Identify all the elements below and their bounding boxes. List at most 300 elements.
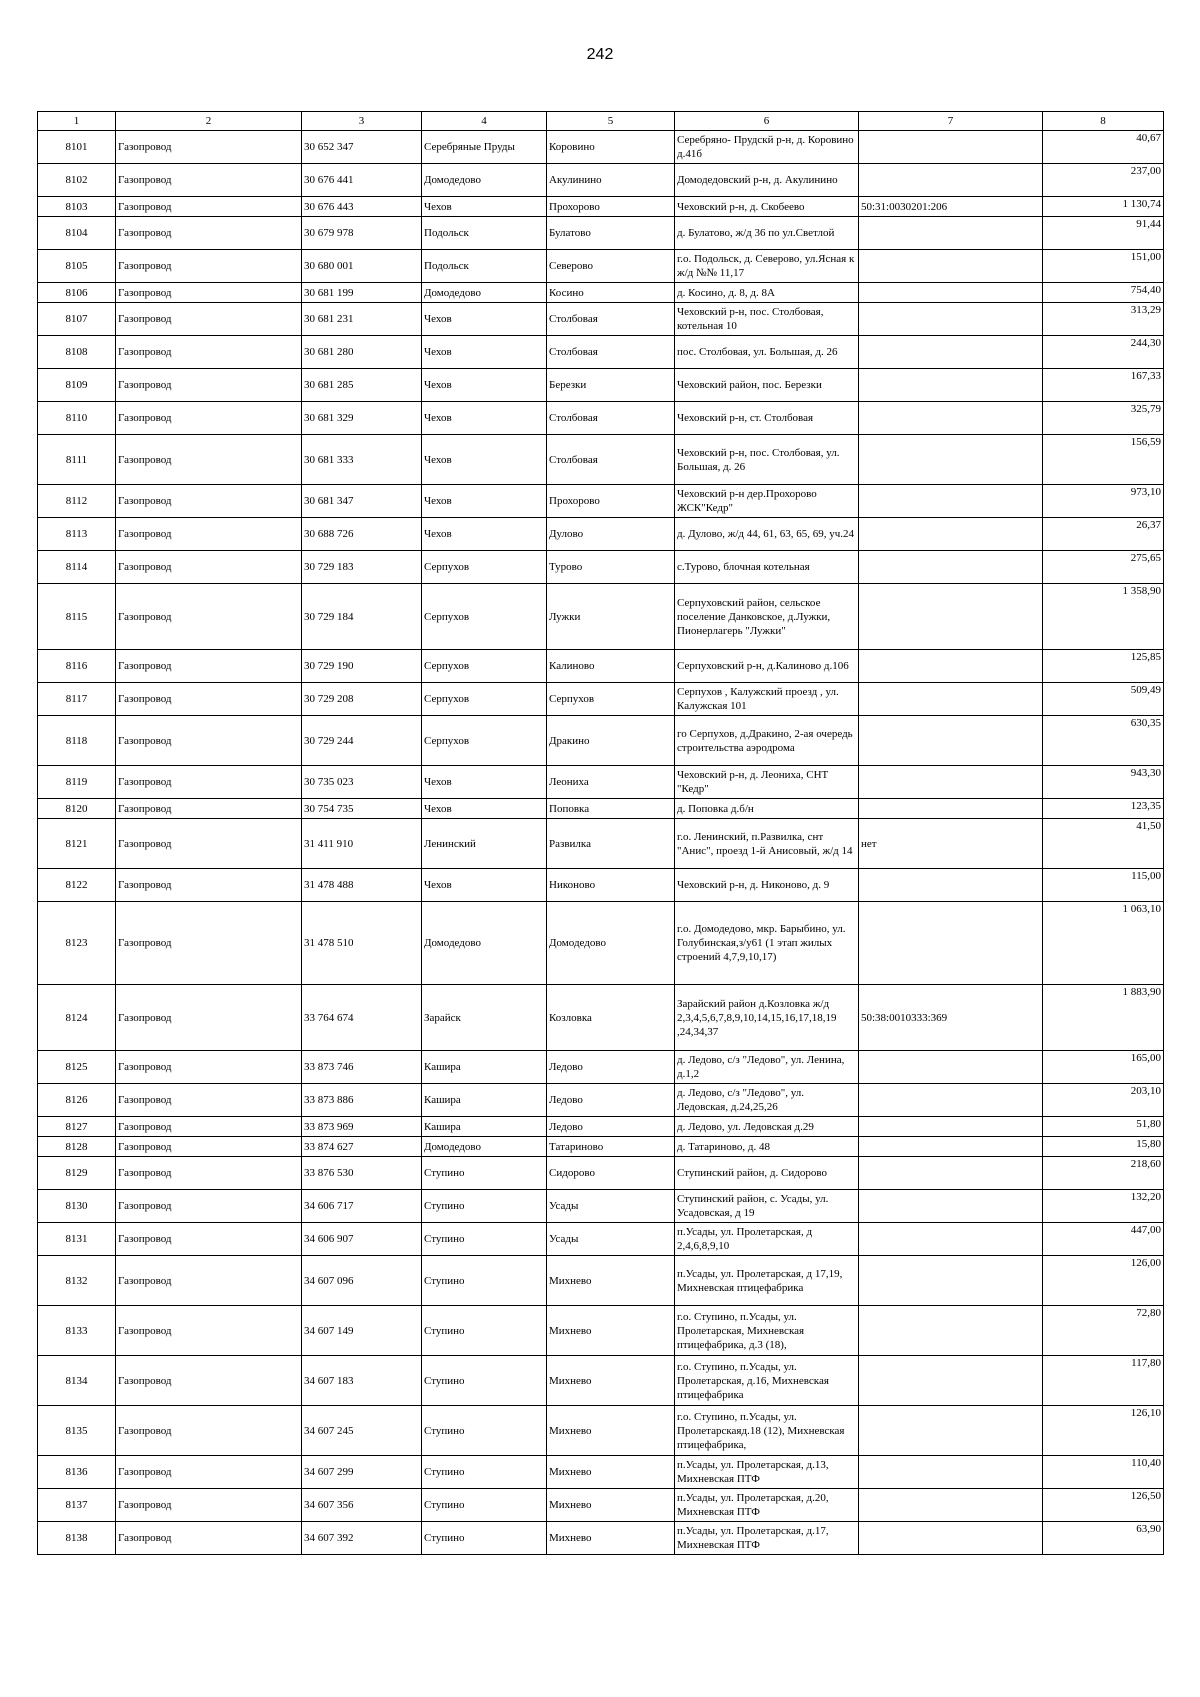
length-cell: 115,00 <box>1043 869 1164 902</box>
district-cell: Домодедово <box>422 1137 547 1157</box>
object-name-cell: Газопровод <box>116 985 302 1051</box>
address-cell: го Серпухов, д.Дракино, 2-ая очередь строительства аэродрома <box>675 716 859 766</box>
address-cell: д. Булатово, ж/д 36 по ул.Светлой <box>675 217 859 250</box>
cadastral-number-cell <box>859 336 1043 369</box>
address-cell: с.Турово, блочная котельная <box>675 551 859 584</box>
cadastral-number-cell <box>859 402 1043 435</box>
object-name-cell: Газопровод <box>116 1190 302 1223</box>
length-cell: 447,00 <box>1043 1223 1164 1256</box>
object-name-cell: Газопровод <box>116 551 302 584</box>
row-number-cell: 8107 <box>38 303 116 336</box>
inventory-number-cell: 34 607 245 <box>302 1406 422 1456</box>
district-cell: Ленинский <box>422 819 547 869</box>
cadastral-number-cell <box>859 551 1043 584</box>
object-name-cell: Газопровод <box>116 485 302 518</box>
cadastral-number-cell <box>859 1256 1043 1306</box>
column-header: 1 <box>38 112 116 131</box>
district-cell: Чехов <box>422 869 547 902</box>
object-name-cell: Газопровод <box>116 1489 302 1522</box>
locality-cell: Развилка <box>547 819 675 869</box>
locality-cell: Северово <box>547 250 675 283</box>
district-cell: Серпухов <box>422 551 547 584</box>
inventory-number-cell: 33 873 886 <box>302 1084 422 1117</box>
locality-cell: Прохорово <box>547 485 675 518</box>
row-number-cell: 8105 <box>38 250 116 283</box>
district-cell: Подольск <box>422 250 547 283</box>
address-cell: Серебряно- Прудскй р-н, д. Коровино д.41б <box>675 131 859 164</box>
locality-cell: Козловка <box>547 985 675 1051</box>
length-cell: 244,30 <box>1043 336 1164 369</box>
district-cell: Серпухов <box>422 716 547 766</box>
district-cell: Чехов <box>422 197 547 217</box>
locality-cell: Михнево <box>547 1406 675 1456</box>
inventory-number-cell: 31 478 488 <box>302 869 422 902</box>
inventory-number-cell: 30 688 726 <box>302 518 422 551</box>
length-cell: 1 358,90 <box>1043 584 1164 650</box>
row-number-cell: 8122 <box>38 869 116 902</box>
cadastral-number-cell <box>859 164 1043 197</box>
length-cell: 51,80 <box>1043 1117 1164 1137</box>
object-name-cell: Газопровод <box>116 164 302 197</box>
inventory-number-cell: 30 729 244 <box>302 716 422 766</box>
locality-cell: Ледово <box>547 1084 675 1117</box>
column-header: 6 <box>675 112 859 131</box>
object-name-cell: Газопровод <box>116 1157 302 1190</box>
length-cell: 203,10 <box>1043 1084 1164 1117</box>
cadastral-number-cell <box>859 217 1043 250</box>
table-row <box>38 650 1164 683</box>
row-number-cell: 8123 <box>38 902 116 985</box>
object-name-cell: Газопровод <box>116 683 302 716</box>
locality-cell: Лужки <box>547 584 675 650</box>
inventory-number-cell: 34 607 149 <box>302 1306 422 1356</box>
cadastral-number-cell <box>859 485 1043 518</box>
address-cell: Ступинский район, д. Сидорово <box>675 1157 859 1190</box>
cadastral-number-cell <box>859 1306 1043 1356</box>
address-cell: п.Усады, ул. Пролетарская, д.17, Михневская ПТФ <box>675 1522 859 1555</box>
object-name-cell: Газопровод <box>116 819 302 869</box>
row-number-cell: 8114 <box>38 551 116 584</box>
address-cell: д. Поповка д.б/н <box>675 799 859 819</box>
inventory-number-cell: 31 478 510 <box>302 902 422 985</box>
district-cell: Чехов <box>422 518 547 551</box>
object-name-cell: Газопровод <box>116 584 302 650</box>
locality-cell: Усады <box>547 1223 675 1256</box>
table-row <box>38 902 1164 985</box>
district-cell: Подольск <box>422 217 547 250</box>
object-name-cell: Газопровод <box>116 1084 302 1117</box>
address-cell: п.Усады, ул. Пролетарская, д.20, Михневская ПТФ <box>675 1489 859 1522</box>
inventory-number-cell: 30 729 190 <box>302 650 422 683</box>
cadastral-number-cell <box>859 1522 1043 1555</box>
cadastral-number-cell <box>859 869 1043 902</box>
district-cell: Ступино <box>422 1489 547 1522</box>
column-header: 3 <box>302 112 422 131</box>
inventory-number-cell: 34 607 299 <box>302 1456 422 1489</box>
address-cell: Серпухов , Калужский проезд , ул. Калужская 101 <box>675 683 859 716</box>
row-number-cell: 8129 <box>38 1157 116 1190</box>
address-cell: Чеховский р-н, ст. Столбовая <box>675 402 859 435</box>
column-header: 4 <box>422 112 547 131</box>
inventory-number-cell: 30 754 735 <box>302 799 422 819</box>
table-row <box>38 1356 1164 1406</box>
table-row <box>38 402 1164 435</box>
address-cell: Чеховский р-н, д. Скобеево <box>675 197 859 217</box>
cadastral-number-cell <box>859 1406 1043 1456</box>
inventory-number-cell: 30 676 443 <box>302 197 422 217</box>
table-row <box>38 1051 1164 1084</box>
length-cell: 15,80 <box>1043 1137 1164 1157</box>
table-body <box>38 131 1164 1555</box>
object-name-cell: Газопровод <box>116 250 302 283</box>
address-cell: Ступинский район, с. Усады, ул. Усадовская, д 19 <box>675 1190 859 1223</box>
address-cell: д. Косино, д. 8, д. 8А <box>675 283 859 303</box>
locality-cell: Никоново <box>547 869 675 902</box>
length-cell: 110,40 <box>1043 1456 1164 1489</box>
address-cell: Чеховский район, пос. Березки <box>675 369 859 402</box>
row-number-cell: 8108 <box>38 336 116 369</box>
address-cell: д. Ледово, с/з "Ледово", ул. Ленина, д.1,2 <box>675 1051 859 1084</box>
inventory-number-cell: 31 411 910 <box>302 819 422 869</box>
inventory-number-cell: 30 681 347 <box>302 485 422 518</box>
row-number-cell: 8106 <box>38 283 116 303</box>
cadastral-number-cell <box>859 1489 1043 1522</box>
length-cell: 151,00 <box>1043 250 1164 283</box>
object-name-cell: Газопровод <box>116 1356 302 1406</box>
row-number-cell: 8124 <box>38 985 116 1051</box>
locality-cell: Усады <box>547 1190 675 1223</box>
row-number-cell: 8116 <box>38 650 116 683</box>
locality-cell: Поповка <box>547 799 675 819</box>
district-cell: Чехов <box>422 402 547 435</box>
district-cell: Чехов <box>422 369 547 402</box>
table-row <box>38 869 1164 902</box>
length-cell: 1 130,74 <box>1043 197 1164 217</box>
locality-cell: Столбовая <box>547 402 675 435</box>
cadastral-number-cell <box>859 1223 1043 1256</box>
length-cell: 117,80 <box>1043 1356 1164 1406</box>
table-row <box>38 303 1164 336</box>
length-cell: 630,35 <box>1043 716 1164 766</box>
length-cell: 91,44 <box>1043 217 1164 250</box>
district-cell: Кашира <box>422 1084 547 1117</box>
inventory-number-cell: 33 876 530 <box>302 1157 422 1190</box>
locality-cell: Домодедово <box>547 902 675 985</box>
address-cell: д. Дулово, ж/д 44, 61, 63, 65, 69, уч.24 <box>675 518 859 551</box>
length-cell: 156,59 <box>1043 435 1164 485</box>
locality-cell: Калиново <box>547 650 675 683</box>
cadastral-number-cell <box>859 435 1043 485</box>
object-name-cell: Газопровод <box>116 1117 302 1137</box>
row-number-cell: 8109 <box>38 369 116 402</box>
locality-cell: Косино <box>547 283 675 303</box>
cadastral-number-cell <box>859 1137 1043 1157</box>
object-name-cell: Газопровод <box>116 869 302 902</box>
object-name-cell: Газопровод <box>116 369 302 402</box>
locality-cell: Коровино <box>547 131 675 164</box>
district-cell: Чехов <box>422 485 547 518</box>
inventory-number-cell: 33 874 627 <box>302 1137 422 1157</box>
district-cell: Чехов <box>422 766 547 799</box>
address-cell: Серпуховский р-н, д.Калиново д.106 <box>675 650 859 683</box>
address-cell: д. Ледово, с/з "Ледово", ул. Ледовская, д.24,25,26 <box>675 1084 859 1117</box>
object-name-cell: Газопровод <box>116 766 302 799</box>
locality-cell: Татариново <box>547 1137 675 1157</box>
address-cell: Зарайский район д.Козловка ж/д 2,3,4,5,6,7,8,9,10,14,15,16,17,18,19 ,24,34,37 <box>675 985 859 1051</box>
object-name-cell: Газопровод <box>116 716 302 766</box>
column-header: 2 <box>116 112 302 131</box>
object-name-cell: Газопровод <box>116 336 302 369</box>
table-row <box>38 1306 1164 1356</box>
district-cell: Серпухов <box>422 584 547 650</box>
column-header: 7 <box>859 112 1043 131</box>
locality-cell: Столбовая <box>547 435 675 485</box>
address-cell: пос. Столбовая, ул. Большая, д. 26 <box>675 336 859 369</box>
object-name-cell: Газопровод <box>116 402 302 435</box>
cadastral-number-cell <box>859 1084 1043 1117</box>
cadastral-number-cell <box>859 1190 1043 1223</box>
cadastral-number-cell <box>859 716 1043 766</box>
table-row <box>38 1223 1164 1256</box>
inventory-number-cell: 34 606 907 <box>302 1223 422 1256</box>
locality-cell: Булатово <box>547 217 675 250</box>
object-name-cell: Газопровод <box>116 650 302 683</box>
inventory-number-cell: 30 681 199 <box>302 283 422 303</box>
locality-cell: Сидорово <box>547 1157 675 1190</box>
locality-cell: Столбовая <box>547 303 675 336</box>
length-cell: 132,20 <box>1043 1190 1164 1223</box>
inventory-number-cell: 30 681 231 <box>302 303 422 336</box>
object-name-cell: Газопровод <box>116 1256 302 1306</box>
cadastral-number-cell <box>859 1356 1043 1406</box>
object-name-cell: Газопровод <box>116 217 302 250</box>
row-number-cell: 8111 <box>38 435 116 485</box>
locality-cell: Михнево <box>547 1356 675 1406</box>
row-number-cell: 8136 <box>38 1456 116 1489</box>
length-cell: 126,50 <box>1043 1489 1164 1522</box>
cadastral-number-cell <box>859 1456 1043 1489</box>
locality-cell: Дулово <box>547 518 675 551</box>
row-number-cell: 8134 <box>38 1356 116 1406</box>
length-cell: 40,67 <box>1043 131 1164 164</box>
registry-table <box>37 111 1164 1555</box>
locality-cell: Дракино <box>547 716 675 766</box>
table-row <box>38 1117 1164 1137</box>
cadastral-number-cell <box>859 650 1043 683</box>
length-cell: 63,90 <box>1043 1522 1164 1555</box>
locality-cell: Михнево <box>547 1489 675 1522</box>
address-cell: г.о. Ленинский, п.Развилка, снт "Анис", проезд 1-й Анисовый, ж/д 14 <box>675 819 859 869</box>
inventory-number-cell: 30 679 978 <box>302 217 422 250</box>
row-number-cell: 8137 <box>38 1489 116 1522</box>
table-row <box>38 485 1164 518</box>
table-row <box>38 164 1164 197</box>
locality-cell: Турово <box>547 551 675 584</box>
address-cell: г.о. Подольск, д. Северово, ул.Ясная к ж/д №№ 11,17 <box>675 250 859 283</box>
cadastral-number-cell <box>859 1117 1043 1137</box>
address-cell: г.о. Домодедово, мкр. Барыбино, ул. Голубинская,з/у61 (1 этап жилых строений 4,7,9,10,17) <box>675 902 859 985</box>
district-cell: Серпухов <box>422 683 547 716</box>
locality-cell: Акулинино <box>547 164 675 197</box>
table-header <box>38 112 1164 131</box>
locality-cell: Михнево <box>547 1306 675 1356</box>
length-cell: 125,85 <box>1043 650 1164 683</box>
object-name-cell: Газопровод <box>116 283 302 303</box>
cadastral-number-cell <box>859 683 1043 716</box>
row-number-cell: 8132 <box>38 1256 116 1306</box>
row-number-cell: 8121 <box>38 819 116 869</box>
table-row <box>38 1137 1164 1157</box>
object-name-cell: Газопровод <box>116 1223 302 1256</box>
address-cell: п.Усады, ул. Пролетарская, д 2,4,6,8,9,10 <box>675 1223 859 1256</box>
inventory-number-cell: 30 735 023 <box>302 766 422 799</box>
inventory-number-cell: 33 873 746 <box>302 1051 422 1084</box>
row-number-cell: 8135 <box>38 1406 116 1456</box>
table-row <box>38 766 1164 799</box>
district-cell: Ступино <box>422 1306 547 1356</box>
inventory-number-cell: 33 764 674 <box>302 985 422 1051</box>
district-cell: Чехов <box>422 303 547 336</box>
district-cell: Домодедово <box>422 164 547 197</box>
district-cell: Чехов <box>422 336 547 369</box>
district-cell: Ступино <box>422 1522 547 1555</box>
length-cell: 72,80 <box>1043 1306 1164 1356</box>
cadastral-number-cell <box>859 303 1043 336</box>
table-row <box>38 1190 1164 1223</box>
row-number-cell: 8104 <box>38 217 116 250</box>
address-cell: г.о. Ступино, п.Усады, ул. Пролетарскаяд.18 (12), Михневская птицефабрика, <box>675 1406 859 1456</box>
table-row <box>38 250 1164 283</box>
row-number-cell: 8127 <box>38 1117 116 1137</box>
length-cell: 123,35 <box>1043 799 1164 819</box>
locality-cell: Ледово <box>547 1117 675 1137</box>
locality-cell: Михнево <box>547 1456 675 1489</box>
address-cell: Чеховский р-н, д. Леониха, СНТ "Кедр" <box>675 766 859 799</box>
row-number-cell: 8102 <box>38 164 116 197</box>
object-name-cell: Газопровод <box>116 1051 302 1084</box>
address-cell: Чеховский р-н, пос. Столбовая, котельная 10 <box>675 303 859 336</box>
object-name-cell: Газопровод <box>116 518 302 551</box>
inventory-number-cell: 30 652 347 <box>302 131 422 164</box>
cadastral-number-cell <box>859 283 1043 303</box>
table-row <box>38 716 1164 766</box>
inventory-number-cell: 34 607 356 <box>302 1489 422 1522</box>
table-row <box>38 336 1164 369</box>
district-cell: Чехов <box>422 435 547 485</box>
table-row <box>38 1406 1164 1456</box>
cadastral-number-cell <box>859 584 1043 650</box>
cadastral-number-cell <box>859 1051 1043 1084</box>
object-name-cell: Газопровод <box>116 131 302 164</box>
row-number-cell: 8118 <box>38 716 116 766</box>
length-cell: 943,30 <box>1043 766 1164 799</box>
inventory-number-cell: 30 681 329 <box>302 402 422 435</box>
table-row <box>38 131 1164 164</box>
inventory-number-cell: 30 681 333 <box>302 435 422 485</box>
object-name-cell: Газопровод <box>116 799 302 819</box>
length-cell: 1 063,10 <box>1043 902 1164 985</box>
locality-cell: Ледово <box>547 1051 675 1084</box>
length-cell: 325,79 <box>1043 402 1164 435</box>
table-row <box>38 584 1164 650</box>
address-cell: д. Татариново, д. 48 <box>675 1137 859 1157</box>
table-row <box>38 1489 1164 1522</box>
row-number-cell: 8119 <box>38 766 116 799</box>
page-number: 242 <box>586 46 614 63</box>
inventory-number-cell: 30 729 184 <box>302 584 422 650</box>
object-name-cell: Газопровод <box>116 435 302 485</box>
address-cell: Чеховский р-н, пос. Столбовая, ул. Большая, д. 26 <box>675 435 859 485</box>
object-name-cell: Газопровод <box>116 902 302 985</box>
row-number-cell: 8113 <box>38 518 116 551</box>
inventory-number-cell: 30 681 280 <box>302 336 422 369</box>
table-row <box>38 799 1164 819</box>
length-cell: 167,33 <box>1043 369 1164 402</box>
length-cell: 509,49 <box>1043 683 1164 716</box>
object-name-cell: Газопровод <box>116 197 302 217</box>
district-cell: Ступино <box>422 1406 547 1456</box>
cadastral-number-cell <box>859 250 1043 283</box>
table-row <box>38 1256 1164 1306</box>
cadastral-number-cell <box>859 518 1043 551</box>
locality-cell: Михнево <box>547 1256 675 1306</box>
district-cell: Ступино <box>422 1456 547 1489</box>
district-cell: Чехов <box>422 799 547 819</box>
address-cell: Домодедовский р-н, д. Акулинино <box>675 164 859 197</box>
length-cell: 218,60 <box>1043 1157 1164 1190</box>
locality-cell: Березки <box>547 369 675 402</box>
inventory-number-cell: 34 607 183 <box>302 1356 422 1406</box>
address-cell: Чеховский р-н дер.Прохорово ЖСК"Кедр" <box>675 485 859 518</box>
table-row <box>38 985 1164 1051</box>
cadastral-number-cell <box>859 131 1043 164</box>
length-cell: 237,00 <box>1043 164 1164 197</box>
table-row <box>38 1522 1164 1555</box>
inventory-number-cell: 34 607 392 <box>302 1522 422 1555</box>
district-cell: Кашира <box>422 1117 547 1137</box>
object-name-cell: Газопровод <box>116 1522 302 1555</box>
object-name-cell: Газопровод <box>116 1406 302 1456</box>
inventory-number-cell: 30 680 001 <box>302 250 422 283</box>
address-cell: п.Усады, ул. Пролетарская, д 17,19, Михневская птицефабрика <box>675 1256 859 1306</box>
length-cell: 41,50 <box>1043 819 1164 869</box>
object-name-cell: Газопровод <box>116 303 302 336</box>
address-cell: г.о. Ступино, п.Усады, ул. Пролетарская, Михневская птицефабрика, д.3 (18), <box>675 1306 859 1356</box>
inventory-number-cell: 34 606 717 <box>302 1190 422 1223</box>
cadastral-number-cell: нет <box>859 819 1043 869</box>
district-cell: Зарайск <box>422 985 547 1051</box>
district-cell: Ступино <box>422 1356 547 1406</box>
district-cell: Кашира <box>422 1051 547 1084</box>
locality-cell: Михнево <box>547 1522 675 1555</box>
length-cell: 126,00 <box>1043 1256 1164 1306</box>
district-cell: Ступино <box>422 1190 547 1223</box>
locality-cell: Столбовая <box>547 336 675 369</box>
locality-cell: Прохорово <box>547 197 675 217</box>
district-cell: Серебряные Пруды <box>422 131 547 164</box>
address-cell: д. Ледово, ул. Ледовская д.29 <box>675 1117 859 1137</box>
row-number-cell: 8120 <box>38 799 116 819</box>
length-cell: 754,40 <box>1043 283 1164 303</box>
row-number-cell: 8101 <box>38 131 116 164</box>
length-cell: 313,29 <box>1043 303 1164 336</box>
row-number-cell: 8126 <box>38 1084 116 1117</box>
length-cell: 973,10 <box>1043 485 1164 518</box>
column-header: 8 <box>1043 112 1164 131</box>
inventory-number-cell: 30 729 183 <box>302 551 422 584</box>
inventory-number-cell: 33 873 969 <box>302 1117 422 1137</box>
row-number-cell: 8128 <box>38 1137 116 1157</box>
